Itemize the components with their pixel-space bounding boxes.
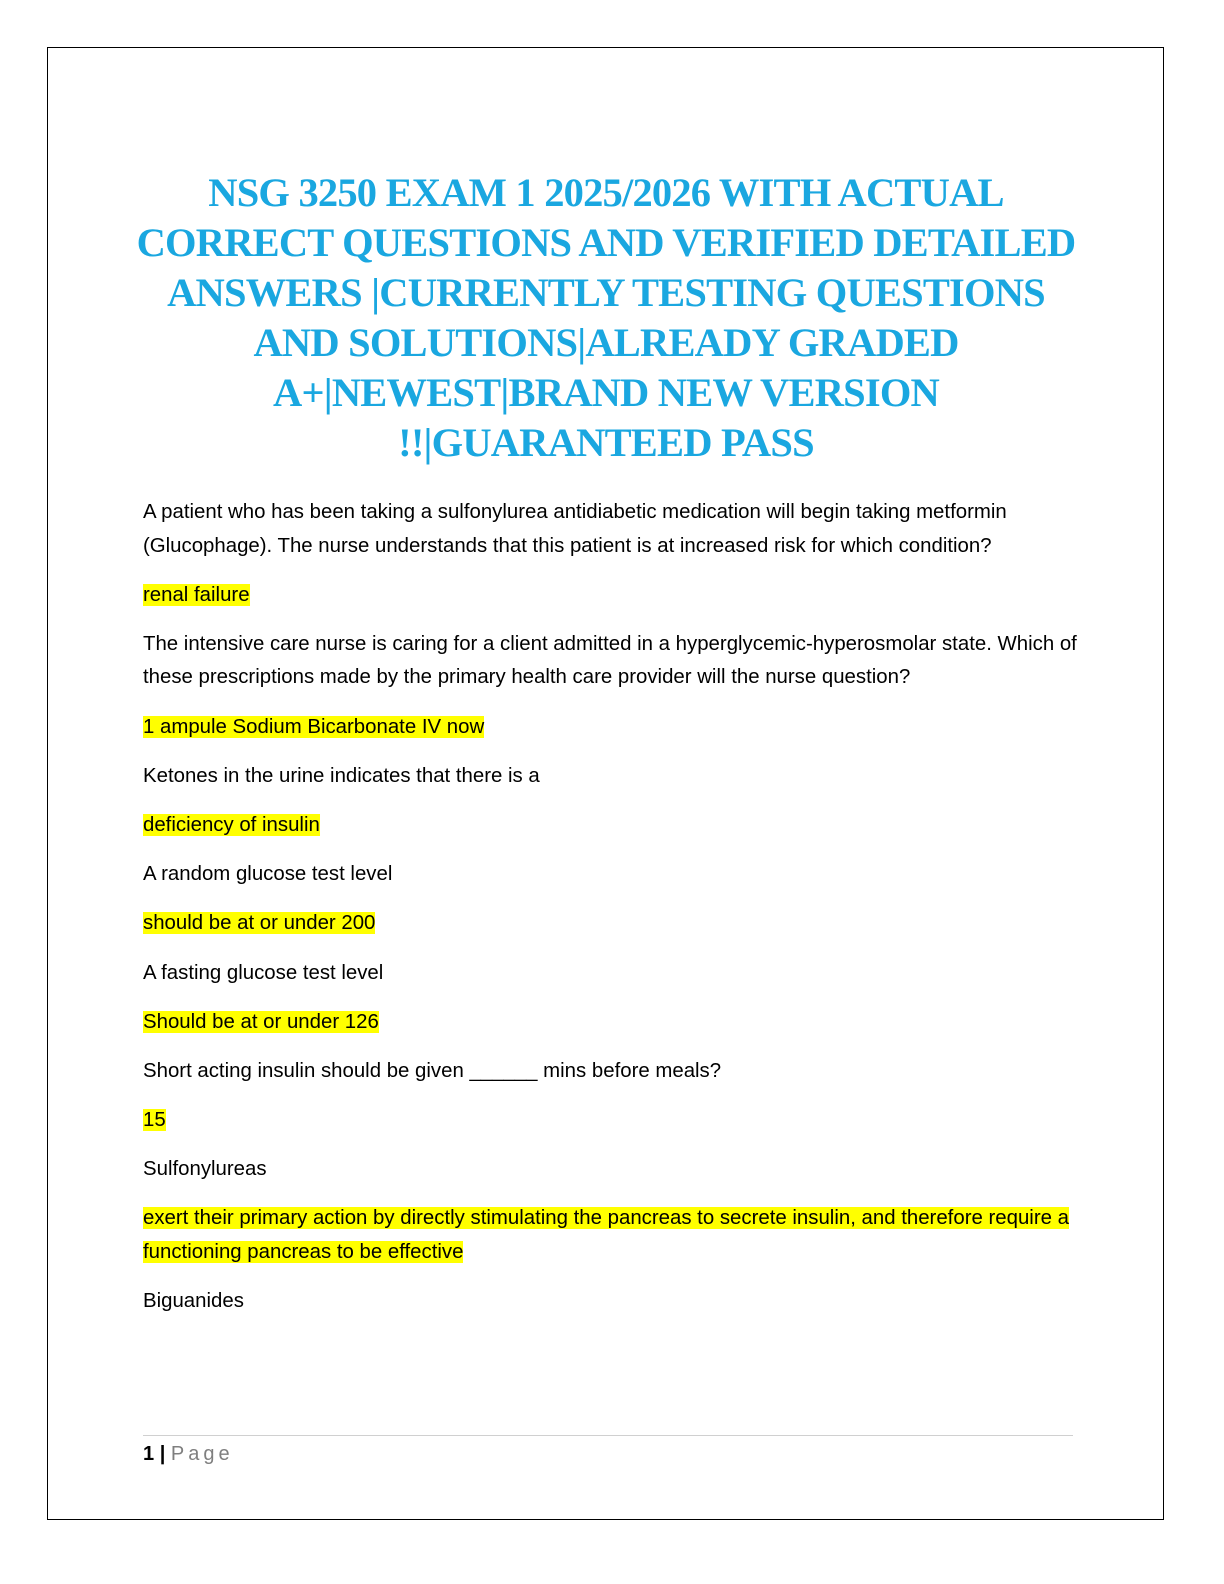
answer-highlight: should be at or under 200 (143, 912, 376, 935)
answer-text (143, 579, 1078, 613)
answer-highlight: 1 ampule Sodium Bicarbonate IV now (143, 715, 485, 738)
question-text: A patient who has been taking a sulfonylurea antidiabetic medication will begin taking metformin (Glucophage). The nurse understands that this patient is at increased risk for which condition? (143, 501, 1007, 557)
page-footer (143, 1440, 234, 1468)
answer-text (143, 711, 1078, 745)
footer-divider (143, 1435, 1073, 1436)
page-number: 1 (143, 1443, 155, 1465)
answer-highlight: 15 (143, 1109, 166, 1132)
question-text: Ketones in the urine indicates that there is a (143, 764, 540, 787)
answer-text (143, 1202, 1078, 1269)
footer-separator: | (159, 1443, 166, 1465)
question-text: Short acting insulin should be given ______ mins before meals? (143, 1059, 722, 1082)
answer-highlight: Should be at or under 126 (143, 1010, 379, 1033)
question-text: Sulfonylureas (143, 1158, 267, 1181)
question-text: The intensive care nurse is caring for a client admitted in a hyperglycemic-hyperosmolar state. Which of these prescriptions made by the primary health care provider will the nurse question? (143, 632, 1077, 689)
answer-text (143, 809, 1078, 843)
answer-text (143, 1006, 1078, 1040)
answer-text (143, 1104, 1078, 1138)
document-body (143, 496, 1078, 1334)
answer-highlight: exert their primary action by directly stimulating the pancreas to secrete insulin, and therefore require a functioning pancreas to be effective (143, 1207, 1069, 1263)
question-text: A fasting glucose test level (143, 961, 384, 984)
answer-highlight: deficiency of insulin (143, 813, 320, 836)
answer-text (143, 907, 1078, 941)
question-text: A random glucose test level (143, 863, 393, 886)
document-title: NSG 3250 EXAM 1 2025/2026 WITH ACTUAL CORRECT QUESTIONS AND VERIFIED DETAILED ANSWERS |CURRENTLY TESTING QUESTIONS AND SOLUTIONS|ALREADY GRADED A+|NEWEST|BRAND NEW VERSION !!|GUARANTEED PASS (136, 170, 1076, 465)
answer-highlight: renal failure (143, 583, 250, 606)
page-label: Page (170, 1443, 234, 1465)
question-text: Biguanides (143, 1290, 244, 1313)
